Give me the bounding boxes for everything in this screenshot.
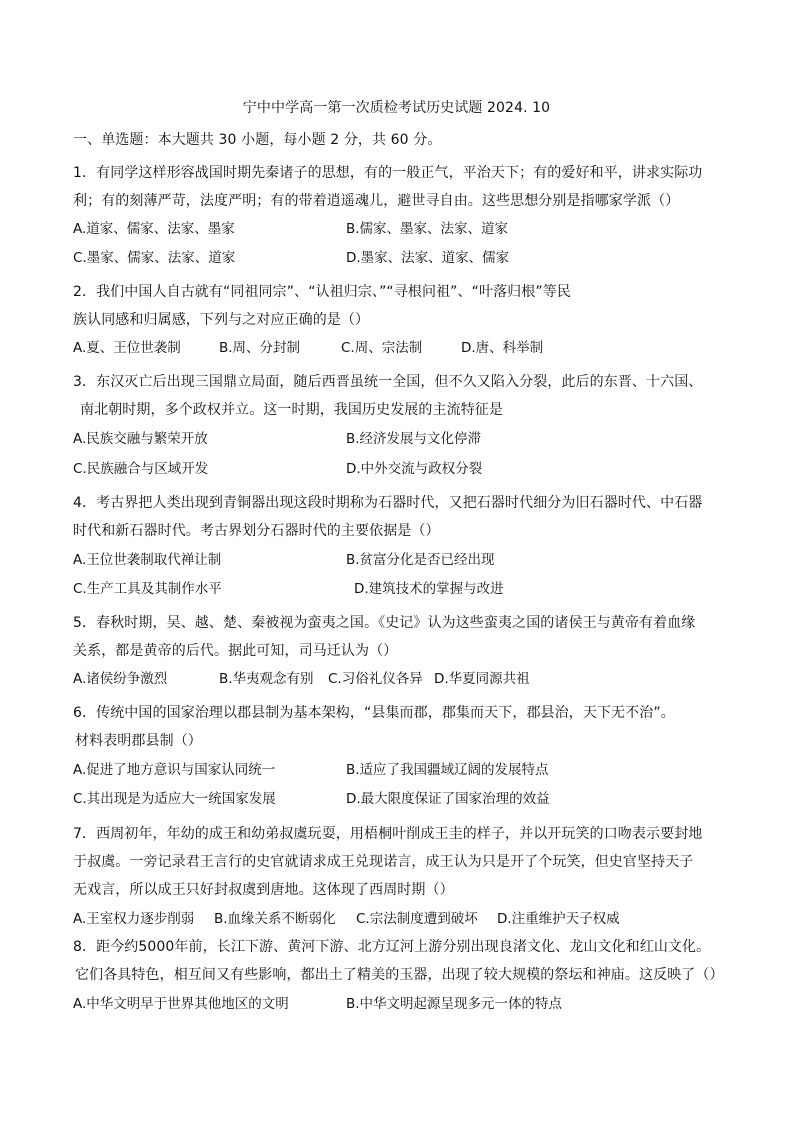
question-2-option-c: C.周、宗法制 [341,340,423,356]
question-1-stem-line-1: 1．有同学这样形容战国时期先秦诸子的思想，有的一般正气，平治天下；有的爱好和平，讲求实际功 [73,165,703,181]
question-2-option-b: B.周、分封制 [219,340,301,356]
question-8-stem-line-1: 8．距今约5000年前，长江下游、黄河下游、北方辽河上游分别出现良渚文化、龙山文化和红山文化。 [73,939,711,955]
question-1-option-c: C.墨家、儒家、法家、道家 [73,250,236,266]
question-7-option-d: D.注重维护天子权威 [497,911,620,927]
question-3-option-d: D.中外交流与政权分裂 [346,461,483,477]
question-4-option-d: D.建筑技术的掌握与改进 [354,581,504,597]
question-2-option-d: D.唐、科举制 [461,340,544,356]
question-5-option-d: D.华夏同源共祖 [434,671,530,687]
question-7-stem-line-3: 无戏言，所以成王只好封叔虞到唐地。这体现了西周时期（） [73,882,454,898]
question-4-option-a: A.王位世袭制取代禅让制 [73,552,222,568]
question-1-option-a: A.道家、儒家、法家、墨家 [73,221,235,237]
question-5-stem-line-1: 5．春秋时期，吴、越、楚、秦被视为蛮夷之国。《史记》认为这些蛮夷之国的诸侯王与黄帝有着血缘 [73,615,696,631]
section-heading: 一、单选题：本大题共 30 小题，每小题 2 分，共 60 分。 [73,132,442,148]
question-4-option-c: C.生产工具及其制作水平 [73,581,222,597]
question-8-option-a: A.中华文明早于世界其他地区的文明 [73,996,289,1012]
question-3-option-b: B.经济发展与文化停滞 [346,431,482,447]
question-6-stem-line-1: 6．传统中国的国家治理以郡县制为基本架构，“县集而郡，郡集而天下，郡县治，天下无不治”。 [73,705,675,721]
question-8-stem-line-2: 它们各具特色，相互间又有些影响，都出土了精美的玉器，出现了较大规模的祭坛和神庙。这反映了（） [75,967,724,983]
question-2-stem-line-2: 族认同感和归属感，下列与之对应正确的是（） [73,312,370,328]
question-6-option-d: D.最大限度保证了国家治理的效益 [346,791,550,807]
page-title: 宁中中学高一第一次质检考试历史试题 2024. 10 [242,100,551,116]
question-4-stem-line-2: 时代和新石器时代。考古界划分石器时代的主要依据是（） [73,523,440,539]
question-7-option-c: C.宗法制度遭到破坏 [356,911,478,927]
question-2-option-a: A.夏、王位世袭制 [73,340,181,356]
question-8-option-b: B.中华文明起源呈现多元一体的特点 [346,996,563,1012]
question-3-stem-line-2: 南北朝时期，多个政权并立。这一时期，我国历史发展的主流特征是 [80,402,503,418]
question-7-stem-line-2: 于叔虞。一旁记录君王言行的史官就请求成王兑现诺言，成王认为只是开了个玩笑，但史官坚持天子 [73,854,694,870]
question-7-option-a: A.王室权力逐步削弱 [73,911,195,927]
question-2-stem-line-1: 2．我们中国人自古就有“同祖同宗”、“认祖归宗、”“寻根问祖”、“叶落归根”等民 [73,284,571,300]
question-7-stem-line-1: 7．西周初年，年幼的成王和幼弟叔虞玩耍，用梧桐叶削成王圭的样子，并以开玩笑的口吻表示要封地 [73,826,703,842]
question-7-option-b: B.血缘关系不断弱化 [214,911,336,927]
question-3-stem-line-1: 3．东汉灭亡后出现三国鼎立局面，随后西晋虽统一全国，但不久又陷入分裂，此后的东晋、十六国、 [73,374,703,390]
question-6-stem-line-2: 材料表明郡县制（） [75,733,202,749]
question-1-option-d: D.墨家、法家、道家、儒家 [346,250,510,266]
question-6-option-a: A.促进了地方意识与国家认同统一 [73,762,276,778]
question-1-stem-line-2: 利；有的刻薄严苛，法度严明；有的带着逍遥魂儿，避世寻自由。这些思想分别是指哪家学派（） [73,193,680,209]
question-4-option-b: B.贫富分化是否已经出现 [346,552,495,568]
question-4-stem-line-1: 4．考古界把人类出现到青铜器出现这段时期称为石器时代，又把石器时代细分为旧石器时代、中石器 [73,495,703,511]
question-3-option-c: C.民族融合与区域开发 [73,461,209,477]
question-6-option-b: B.适应了我国疆域辽阔的发展特点 [346,762,549,778]
question-5-option-b: B.华夷观念有别 [219,671,314,687]
question-5-stem-line-2: 关系，都是黄帝的后代。据此可知，司马迁认为（） [73,643,398,659]
question-1-option-b: B.儒家、墨家、法家、道家 [346,221,509,237]
question-5-option-a: A.诸侯纷争激烈 [73,671,168,687]
question-3-option-a: A.民族交融与繁荣开放 [73,431,208,447]
question-6-option-c: C.其出现是为适应大一统国家发展 [73,791,276,807]
question-5-option-c: C.习俗礼仪各异 [328,671,423,687]
